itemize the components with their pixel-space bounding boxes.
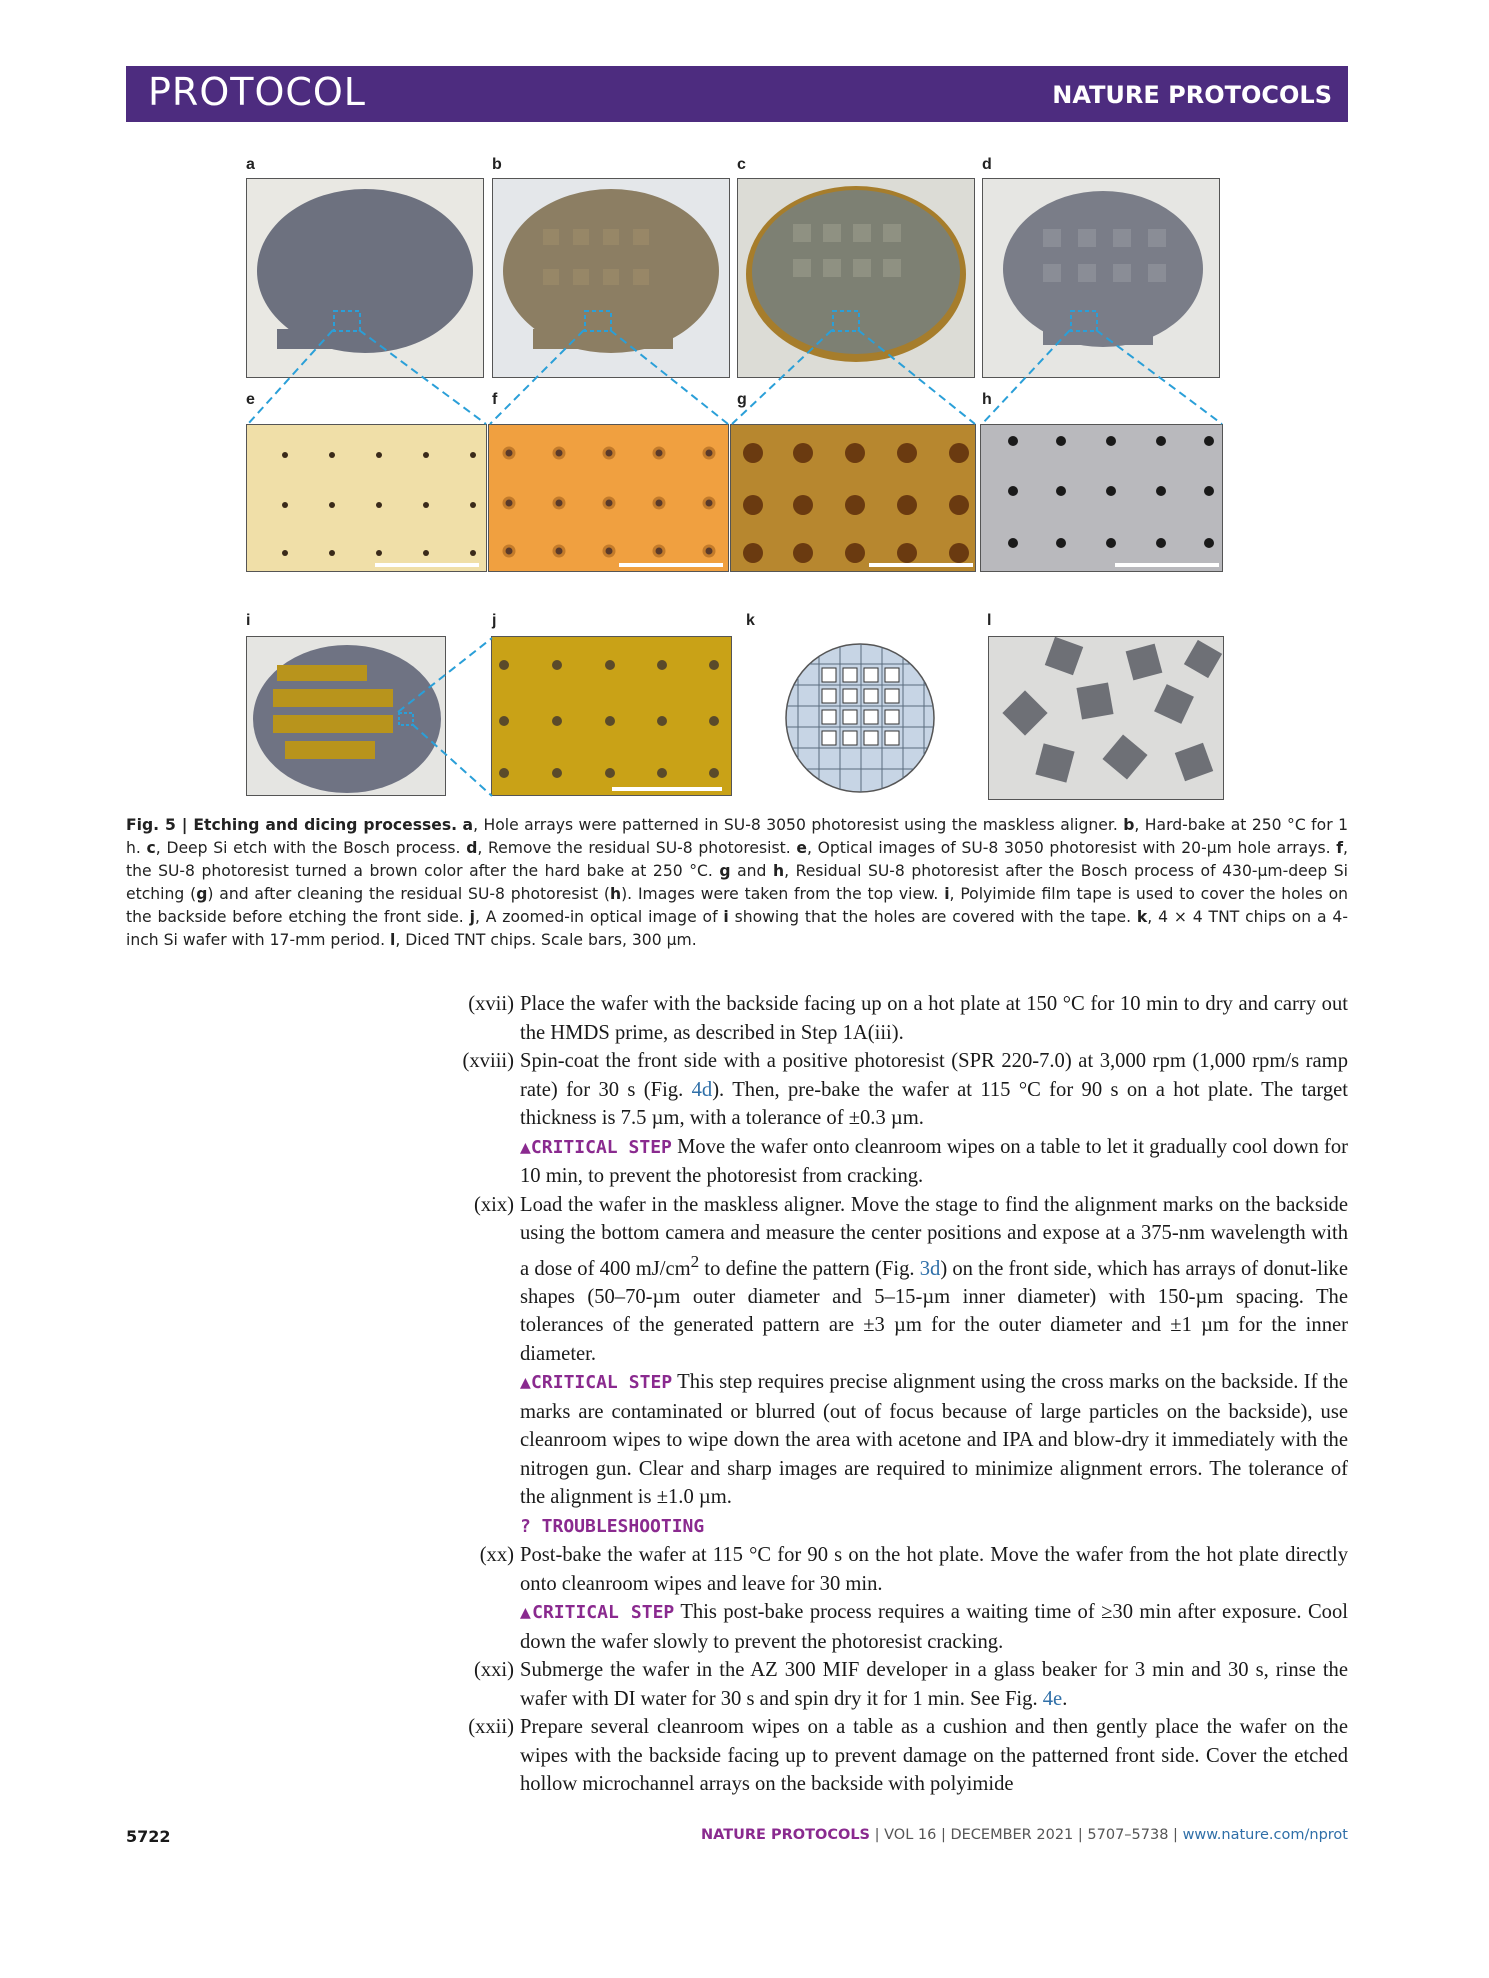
section-label: PROTOCOL: [148, 70, 366, 114]
step-xx: [450, 1541, 1348, 1656]
panel-label-j: j: [492, 612, 497, 629]
figure-ref-link[interactable]: 4d: [691, 1078, 713, 1101]
panel-label-l: l: [987, 612, 992, 629]
zoom-connectors: [0, 0, 1489, 820]
caption-lead: Fig. 5 | Etching and dicing processes.: [126, 816, 458, 834]
step-xix: [450, 1191, 1348, 1542]
footer-citation: NATURE PROTOCOLS | VOL 16 | DECEMBER 2021 | 5707–5738 | www.nature.com/nprot: [701, 1827, 1348, 1843]
figure-ref-link[interactable]: 4e: [1042, 1687, 1063, 1710]
step-number: (xix): [473, 1193, 514, 1216]
step-xxii: [450, 1713, 1348, 1799]
panel-label-b: b: [492, 156, 502, 173]
panel-label-k: k: [746, 612, 755, 629]
panel-label-d: d: [982, 156, 992, 173]
step-text: Spin-coat the front side with a positive photoresist (SPR 220-7.0) at 3,000 rpm (1,000 rpm/s ramp rate) for 30 s (Fig. 4d). Then, pre-bake the wafer at 115 °C for 90 s on a hot plate. The target thickness is 7.5 µm, with a tolerance of ±0.3 µm.: [520, 1050, 1349, 1129]
step-xviii: [450, 1047, 1348, 1191]
step-xxi: [450, 1656, 1348, 1713]
step-text: Place the wafer with the backside facing up on a hot plate at 150 °C for 10 min to dry and carry out the HMDS prime, as described in Step 1A(iii).: [520, 993, 1348, 1044]
critical-step: ▲CRITICAL STEP This step requires precise alignment using the cross marks on the backside. If the marks are contaminated or blurred (out of focus because of large particles on the backside), use cleanroom wipes to wipe down the area with acetone and IPA and blow-dry it immediately with the nitrogen gun. Clear and sharp images are required to minimize alignment errors. The tolerance of the alignment is ±1.0 µm.: [520, 1371, 1349, 1509]
step-xvii: [450, 990, 1348, 1047]
panel-label-a: a: [246, 156, 255, 173]
figure-ref-link[interactable]: 3d: [919, 1257, 941, 1280]
journal-name: NATURE PROTOCOLS: [1052, 81, 1332, 109]
figure-caption: Fig. 5 | Etching and dicing processes. a, Hole arrays were patterned in SU-8 3050 photoresist using the maskless aligner. b, Hard-bake at 250 °C for 1 h. c, Deep Si etch with the Bosch process. d, Remove the residual SU-8 photoresist. e, Optical images of SU-8 3050 photoresist with 20-µm hole arrays. f, the SU-8 photoresist turned a brown color after the hard bake at 250 °C. g and h, Residual SU-8 photoresist after the Bosch process of 430-µm-deep Si etching (g) and after cleaning the residual SU-8 photoresist (h). Images were taken from the top view. i, Polyimide film tape is used to cover the holes on the backside before etching the front side. j, A zoomed-in optical image of i showing that the holes are covered with the tape. k, 4 × 4 TNT chips on a 4-inch Si wafer with 17-mm period. l, Diced TNT chips. Scale bars, 300 µm.: [126, 816, 1349, 949]
critical-step: ▲CRITICAL STEP This post-bake process requires a waiting time of ≥30 min after exposure. Cool down the wafer slowly to prevent the photoresist cracking.: [520, 1601, 1348, 1653]
step-number: (xxi): [473, 1659, 514, 1682]
panel-label-g: g: [737, 391, 747, 408]
panel-label-c: c: [737, 156, 746, 173]
panel-label-f: f: [492, 391, 498, 408]
critical-step: ▲CRITICAL STEP Move the wafer onto cleanroom wipes on a table to let it gradually cool down for 10 min, to prevent the photoresist from cracking.: [520, 1135, 1348, 1187]
step-number: (xviii): [462, 1050, 514, 1072]
troubleshooting-label: ? TROUBLESHOOTING: [520, 1515, 705, 1537]
step-number: (xx): [479, 1544, 514, 1567]
panel-label-h: h: [982, 391, 992, 408]
step-number: (xxii): [468, 1716, 514, 1739]
page-number: 5722: [126, 1827, 171, 1846]
step-number: (xvii): [468, 993, 514, 1015]
critical-step-label: ▲CRITICAL STEP: [520, 1602, 675, 1624]
step-text: Load the wafer in the maskless aligner. Move the stage to find the alignment marks on the backside using the bottom camera and measure the center positions and expose at a 375-nm wavelength with a dose of 400 $mJ/cm^2$ to define the pattern (Fig. 3d) on the front side, which has arrays of donut-like shapes (50–70-µm outer diameter and 5–15-µm inner diameter) with 150-µm spacing. The tolerances of the generated pattern are ±3 µm for the outer diameter and ±1 µm for the inner diameter.: [520, 1193, 1348, 1365]
panel-label-e: e: [246, 391, 255, 408]
step-text: Post-bake the wafer at 115 °C for 90 s on the hot plate. Move the wafer from the hot plate directly onto cleanroom wipes and leave for 30 min.: [520, 1544, 1348, 1595]
journal-url-link[interactable]: www.nature.com/nprot: [1182, 1827, 1348, 1843]
critical-step-label: ▲CRITICAL STEP: [520, 1372, 673, 1394]
step-text: Submerge the wafer in the AZ 300 MIF developer in a glass beaker for 3 min and 30 s, rinse the wafer with DI water for 30 s and spin dry it for 1 min. See Fig. 4e.: [520, 1659, 1348, 1710]
panel-label-i: i: [246, 612, 251, 629]
protocol-steps: [450, 990, 1348, 1799]
figure-5: [0, 0, 1489, 820]
critical-step-label: ▲CRITICAL STEP: [520, 1136, 672, 1158]
step-text: Prepare several cleanroom wipes on a table as a cushion and then gently place the wafer on the wipes with the backside facing up to prevent damage on the patterned front side. Cover the etched hollow microchannel arrays on the backside with polyimide: [520, 1716, 1348, 1796]
